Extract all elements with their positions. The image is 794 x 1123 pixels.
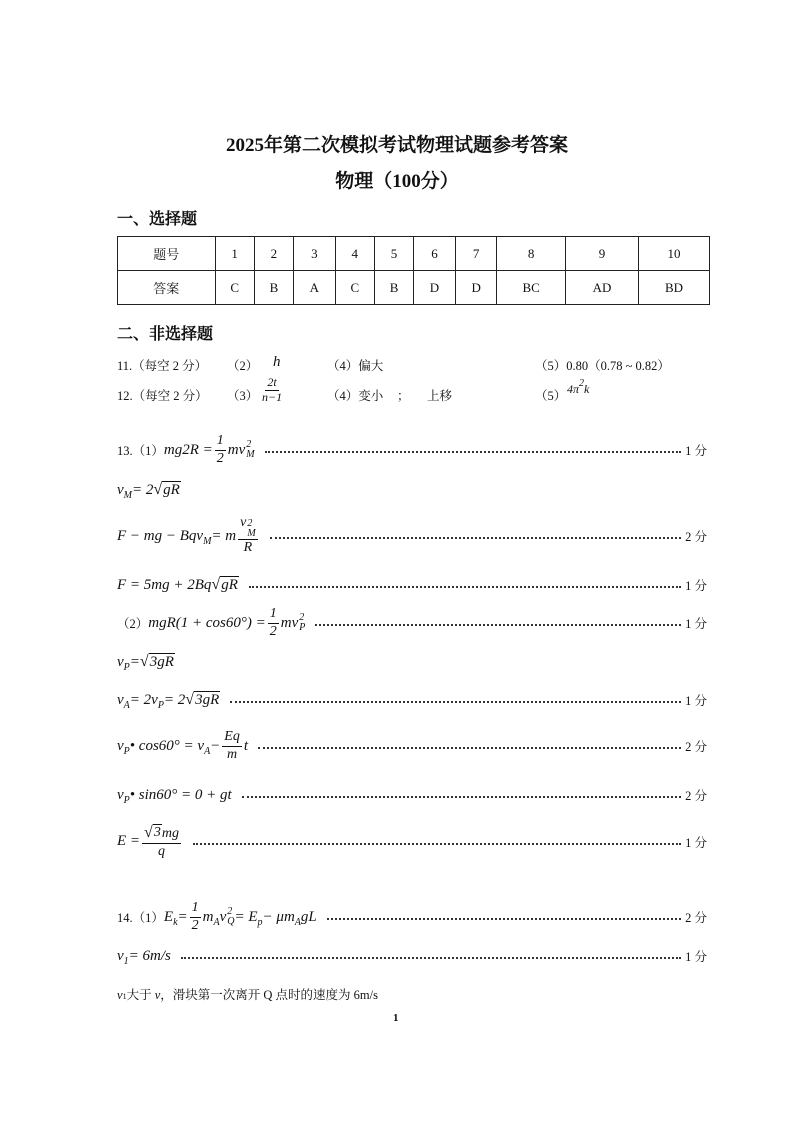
q12-answer (117, 375, 717, 416)
table-cell-answer: B (374, 271, 413, 305)
math-text: mv (227, 441, 246, 458)
table-cell-question-number: 7 (455, 237, 497, 271)
denominator (158, 844, 165, 860)
denominator (227, 747, 237, 763)
fraction (190, 900, 201, 933)
math-text: gR (221, 577, 238, 593)
math-text: v (117, 691, 124, 708)
q12-part5-value (567, 378, 590, 397)
radicand (153, 824, 162, 842)
dotted-leader (242, 796, 681, 798)
solution-line (117, 678, 707, 722)
subscript: M (203, 535, 212, 547)
solution-line (117, 934, 707, 978)
radicand (194, 691, 220, 709)
subscript: M (123, 489, 133, 501)
document-subtitle: 物理（100分） (335, 171, 459, 192)
section-heading-nonchoice: 二、非选择题 (117, 326, 214, 343)
radical-sign-icon: √ (139, 653, 149, 670)
dotted-leader (193, 843, 681, 845)
subscript: P (157, 699, 164, 711)
numerator: 2t (267, 375, 277, 389)
math-text: mgR(1 + cos60°) = (148, 614, 266, 631)
formula (117, 653, 175, 671)
numerator (238, 515, 258, 540)
superscript: 2 (246, 439, 252, 450)
subscript: k (173, 916, 178, 928)
step-label: 13.（1） (117, 444, 164, 458)
formula (117, 948, 171, 965)
math-text: v (117, 786, 124, 803)
formula (148, 606, 305, 639)
score-points: 2 分 (685, 740, 707, 754)
note-sub: 1 (122, 992, 127, 1001)
math-text: • sin60° = 0 + gt (129, 786, 232, 803)
superscript: 2 (247, 518, 253, 530)
q12-part5-label: （5） (535, 389, 567, 403)
note-v2: v (154, 988, 161, 1002)
table-cell-answer: BC (497, 271, 565, 305)
math-text: = 6m/s (128, 947, 171, 964)
table-cell-answer: AD (565, 271, 638, 305)
math-text: 2 (191, 917, 199, 933)
square-root (185, 691, 220, 709)
q11-part2-label: （2） (227, 359, 259, 373)
denominator (192, 918, 199, 934)
q12-part3-label: （3） (227, 389, 259, 403)
dotted-leader (230, 701, 681, 703)
step-label: （2） (117, 617, 149, 631)
math-text: 2 (216, 450, 224, 466)
note-text1: 大于 (126, 988, 155, 1002)
table-cell-answer: BD (639, 271, 710, 305)
score-points: 1 分 (685, 617, 707, 631)
square-root (211, 576, 238, 594)
formula (117, 515, 260, 556)
fraction (215, 433, 226, 466)
math-text: • cos60° = v (129, 737, 205, 754)
score-points: 1 分 (685, 950, 707, 964)
section-heading-choice: 一、选择题 (117, 211, 198, 228)
numerator (222, 729, 242, 746)
solution-line (117, 468, 707, 512)
radical-sign-icon: √ (144, 824, 153, 842)
fraction (142, 824, 181, 859)
math-text: = E (234, 908, 258, 925)
superscript: 2 (299, 612, 305, 623)
math-text: = (177, 908, 188, 925)
table-row-answers (118, 271, 710, 305)
formula (117, 576, 239, 594)
q11-part4: （4）偏大 (327, 359, 384, 373)
table-cell-question-number: 3 (294, 237, 336, 271)
math-text: 3gR (149, 654, 174, 670)
fraction (222, 729, 242, 762)
table-cell-question-number: 4 (335, 237, 374, 271)
math-text: v (219, 908, 227, 925)
table-cell-answer: D (455, 271, 497, 305)
subscript: M (247, 528, 256, 540)
subscript: P (123, 745, 130, 757)
table-cell-answer: A (294, 271, 336, 305)
math-text: 1 (191, 900, 199, 916)
radicand (162, 481, 181, 499)
numerator (142, 824, 181, 843)
q12-part3-fraction (262, 376, 282, 405)
subscript: p (257, 916, 263, 928)
math-text: v (117, 737, 124, 754)
table-cell-question-number: 5 (374, 237, 413, 271)
radicand (220, 576, 239, 594)
formula (117, 824, 183, 859)
math-text: = m (211, 527, 237, 544)
denominator (217, 451, 224, 467)
math-text: v (117, 481, 124, 498)
table-cell-question-number: 2 (254, 237, 293, 271)
math-text: 3 (153, 825, 161, 841)
q11-label: 11.（每空 2 分） (117, 359, 208, 373)
dotted-leader (327, 918, 681, 920)
denominator (270, 624, 277, 640)
math-text: = 2v (129, 691, 158, 708)
solution-line (117, 428, 707, 472)
formula (117, 691, 220, 709)
score-points: 2 分 (685, 530, 707, 544)
square-root (140, 653, 175, 671)
sup-sub (227, 907, 234, 927)
document-title: 2025年第二次模拟考试物理试题参考答案 (225, 135, 568, 156)
numerator (215, 433, 226, 450)
subscript: A (204, 745, 211, 757)
math-text: 1 (216, 433, 224, 449)
formula (117, 729, 248, 762)
score-points: 1 分 (685, 444, 707, 458)
math-text: q (158, 843, 165, 859)
solution-line (117, 895, 707, 939)
q14-note (117, 985, 378, 1003)
table-cell-answer: C (215, 271, 254, 305)
solution-line (117, 514, 707, 558)
math-text: R (243, 540, 253, 556)
q12-separator: ； (397, 389, 410, 403)
table-cell-question-number: 题号 (118, 237, 216, 271)
math-text: mg2R = (163, 441, 213, 458)
sup-sub (246, 440, 254, 460)
math-text: mv (280, 614, 299, 631)
score-points: 2 分 (685, 789, 707, 803)
table-cell-answer: 答案 (118, 271, 216, 305)
dotted-leader (181, 957, 681, 959)
math-text: F = 5mg + 2Bq (117, 576, 212, 593)
q11-part2-value: h (273, 354, 281, 370)
math-text: = (129, 653, 140, 670)
math-text: 3gR (195, 692, 220, 708)
math-text: E = (117, 833, 141, 850)
variable: k (584, 382, 590, 396)
solution-line (117, 820, 707, 864)
page-number: 1 (393, 1012, 399, 1024)
q12-part4: （4）变小 (327, 389, 384, 403)
formula (117, 787, 232, 804)
dotted-leader (249, 586, 681, 588)
note-text2: ，滑块第一次离开 Q 点时的速度为 6m/s (160, 988, 378, 1002)
solution-line (117, 724, 707, 768)
q12-part4b: 上移 (427, 389, 453, 403)
score-points: 2 分 (685, 911, 707, 925)
q11-answer (117, 356, 717, 376)
square-root (144, 824, 162, 842)
math-text: − μm (262, 908, 295, 925)
sup-sub (247, 519, 255, 539)
table-cell-answer: C (335, 271, 374, 305)
subscript: P (123, 794, 130, 806)
dotted-leader (315, 624, 681, 626)
math-text: E (163, 908, 174, 925)
subscript: A (294, 916, 301, 928)
score-points: 1 分 (685, 579, 707, 593)
math-text: − (210, 737, 221, 754)
math-text: gR (163, 482, 180, 498)
radical-sign-icon: √ (211, 576, 221, 593)
q12-label: 12.（每空 2 分） (117, 389, 208, 403)
numerator (190, 900, 201, 917)
denominator: n−1 (262, 389, 283, 404)
numerator (268, 606, 279, 623)
table-row-header (118, 237, 710, 271)
score-points: 1 分 (685, 694, 707, 708)
q11-part5: （5）0.80（0.78 ~ 0.82） (535, 359, 670, 373)
square-root (153, 481, 180, 499)
math-text: = 2 (163, 691, 186, 708)
exponent: 2 (579, 378, 585, 389)
table-cell-question-number: 6 (414, 237, 456, 271)
fraction (238, 515, 258, 556)
math-text: 2 (269, 623, 277, 639)
formula (117, 481, 181, 499)
math-text: v (117, 947, 124, 964)
dotted-leader (258, 747, 681, 749)
math-text: v (240, 515, 247, 531)
note-v: v (117, 988, 123, 1002)
math-text: = 2 (132, 481, 154, 498)
superscript: 2 (227, 906, 233, 917)
dotted-leader (270, 537, 681, 539)
formula (164, 433, 255, 466)
table-cell-answer: D (414, 271, 456, 305)
math-text: v (117, 653, 124, 670)
radical-sign-icon: √ (153, 481, 163, 498)
math-text: mg (161, 826, 179, 842)
radical-sign-icon: √ (185, 691, 195, 708)
coef: 4π (567, 382, 580, 396)
subscript: Q (227, 916, 235, 927)
subscript: M (246, 449, 255, 460)
step-label: 14.（1） (117, 911, 164, 925)
subscript: A (213, 916, 220, 928)
math-text: Eq (224, 729, 240, 745)
dotted-leader (265, 451, 682, 453)
fraction (268, 606, 279, 639)
math-text: gL (300, 908, 317, 925)
math-text: m (227, 746, 238, 762)
denominator (244, 540, 253, 556)
table-cell-question-number: 1 (215, 237, 254, 271)
subscript: P (299, 622, 306, 633)
sup-sub (299, 613, 305, 633)
table-cell-question-number: 10 (639, 237, 710, 271)
math-text: 1 (269, 606, 277, 622)
table-cell-question-number: 9 (565, 237, 638, 271)
subscript: A (123, 699, 130, 711)
formula (164, 900, 317, 933)
table-cell-answer: B (254, 271, 293, 305)
subscript: P (123, 661, 130, 673)
math-text: m (202, 908, 214, 925)
solution-line (117, 601, 707, 645)
radicand (149, 653, 175, 671)
table-cell-question-number: 8 (497, 237, 565, 271)
math-text: F − mg − Bqv (117, 527, 204, 544)
subscript: 1 (123, 955, 129, 967)
solution-line (117, 773, 707, 817)
choice-answer-table (117, 236, 710, 305)
math-text: t (243, 737, 249, 754)
score-points: 1 分 (685, 836, 707, 850)
